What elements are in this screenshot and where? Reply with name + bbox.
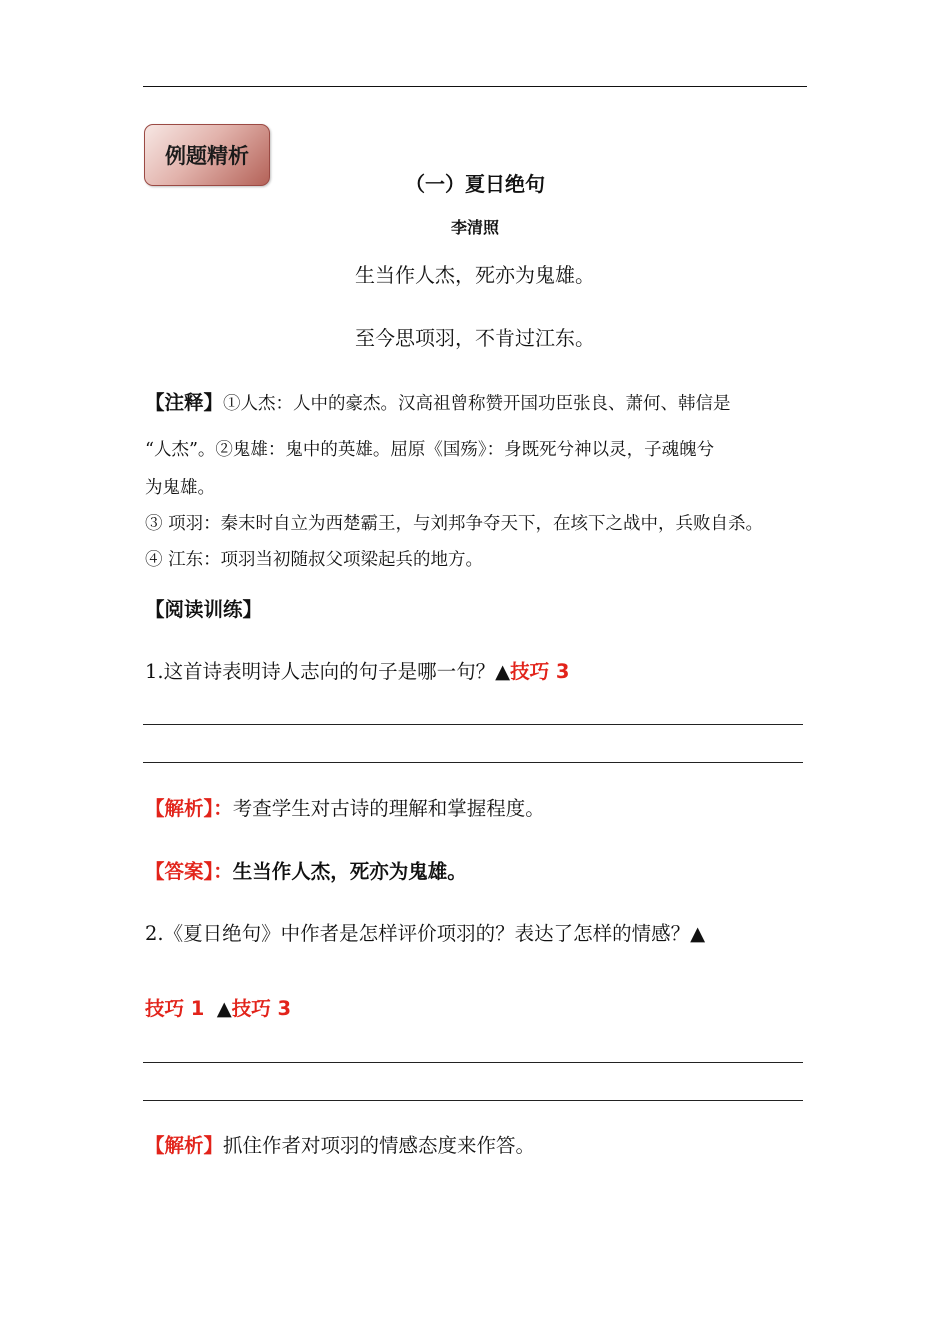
answer-line[interactable]	[143, 1100, 803, 1101]
question-1-analysis	[145, 793, 545, 821]
question-1-answer	[145, 856, 467, 884]
notes-text-1: ①人杰：人中的豪杰。汉高祖曾称赞开国功臣张良、萧何、韩信是	[223, 394, 731, 414]
poem-title: （一）夏日绝句	[405, 172, 545, 196]
analysis-text: 抓住作者对项羽的情感态度来作答。	[223, 1134, 536, 1157]
question-1-text: 1.这首诗表明诗人志向的句子是哪一句？▲	[145, 660, 511, 683]
notes-line-2: “人杰”。②鬼雄：鬼中的英雄。屈原《国殇》：身既死兮神以灵，子魂魄兮	[145, 440, 715, 460]
question-2: 2.《夏日绝句》中作者是怎样评价项羽的？表达了怎样的情感？▲	[145, 922, 706, 945]
answer-line[interactable]	[143, 724, 803, 725]
answer-text: 生当作人杰，死亦为鬼雄。	[232, 860, 467, 883]
answer-line[interactable]	[143, 762, 803, 763]
triangle-icon: ▲	[216, 997, 232, 1020]
poem-author: 李清照	[450, 218, 499, 237]
question-2-tip-2: 技巧 3	[231, 997, 292, 1020]
answer-label: 【答案】：	[145, 860, 233, 883]
notes-line-1	[145, 387, 731, 415]
notes-line-3: 为鬼雄。	[145, 478, 215, 498]
poem-line-1: 生当作人杰，死亦为鬼雄。	[355, 263, 595, 287]
training-heading: 【阅读训练】	[145, 598, 263, 621]
question-2-tip-1: 技巧 1	[145, 997, 205, 1020]
example-badge: 例题精析	[144, 124, 270, 186]
header-rule	[143, 86, 807, 87]
question-2-tips	[145, 993, 291, 1021]
notes-label: 【注释】	[145, 391, 224, 414]
notes-line-4: ③ 项羽：秦末时自立为西楚霸王，与刘邦争夺天下，在垓下之战中，兵败自杀。	[145, 514, 764, 534]
notes-line-5: ④ 江东：项羽当初随叔父项梁起兵的地方。	[145, 550, 484, 570]
analysis-label: 【解析】	[145, 1134, 224, 1157]
question-1-tip: 技巧 3	[510, 660, 570, 683]
poem-line-2: 至今思项羽，不肯过江东。	[355, 326, 595, 350]
analysis-label: 【解析】：	[145, 797, 233, 820]
question-1	[145, 656, 569, 684]
question-2-analysis	[145, 1130, 535, 1158]
analysis-text: 考查学生对古诗的理解和掌握程度。	[232, 797, 545, 820]
answer-line[interactable]	[143, 1062, 803, 1063]
